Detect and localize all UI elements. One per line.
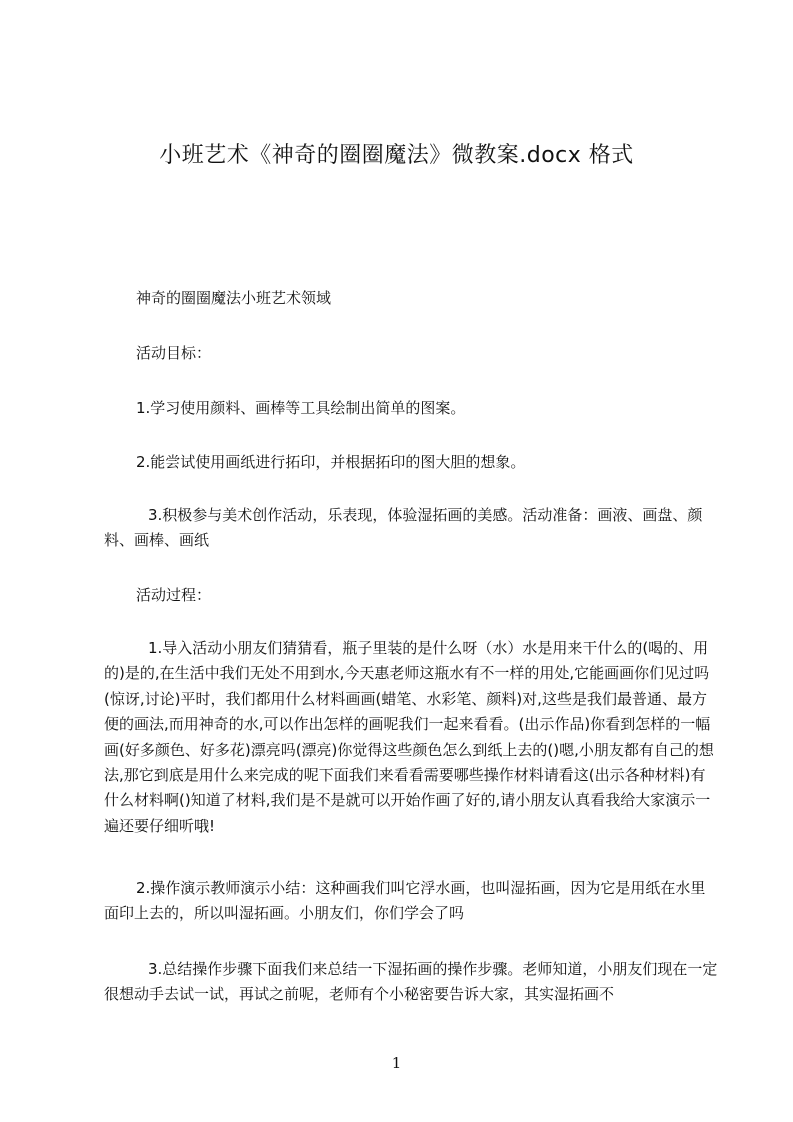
paragraph-subject: 神奇的圈圈魔法小班艺术领域: [136, 289, 332, 307]
paragraph-goal-3: 3.积极参与美术创作活动，乐表现，体验湿拓画的美感。活动准备：画液、画盘、颜料、画棒、画纸: [104, 506, 703, 550]
paragraph-step-3: 3.总结操作步骤下面我们来总结一下湿拓画的操作步骤。老师知道，小朋友们现在一定很想动手去试一试，再试之前呢，老师有个小秘密要告诉大家，其实湿拓画不: [104, 960, 718, 1004]
paragraph-goal-2: 2.能尝试使用画纸进行拓印，并根据拓印的图大胆的想象。: [136, 453, 526, 471]
paragraph-process-heading: 活动过程：: [136, 586, 212, 604]
paragraph-step-1: 1.导入活动小朋友们猜猜看，瓶子里装的是什么呀（水）水是用来干什么的(喝的、用的)是的,在生活中我们无处不用到水,今天惠老师这瓶水有不一样的用处,它能画画你们见过吗(惊讶,讨论)平时，我们都用什么材料画画(蜡笔、水彩笔、颜料)对,这些是我们最普通、最方便的画法,而用神奇的水,可以作出怎样的画呢我们一起来看看。(出示作品)你看到怎样的一幅画(好多颜色、好多花)漂亮吗(漂亮)你觉得这些颜色怎么到纸上去的()嗯,小朋友都有自己的想法,那它到底是用什么来完成的呢下面我们来看看需要哪些操作材料请看这(出示各种材料)有什么材料啊()知道了材料,我们是不是就可以开始作画了好的,请小朋友认真看我给大家演示一遍还要仔细听哦!: [104, 639, 714, 835]
paragraph-goals-heading: 活动目标：: [136, 344, 212, 362]
page-number: 1: [391, 1054, 402, 1072]
paragraph-goal-1: 1.学习使用颜料、画棒等工具绘制出简单的图案。: [136, 399, 466, 417]
paragraph-step-2: 2.操作演示教师演示小结：这种画我们叫它浮水画，也叫湿拓画，因为它是用纸在水里面印上去的，所以叫湿拓画。小朋友们，你们学会了吗: [104, 879, 706, 923]
document-title: 小班艺术《神奇的圈圈魔法》微教案.docx 格式: [159, 143, 634, 168]
